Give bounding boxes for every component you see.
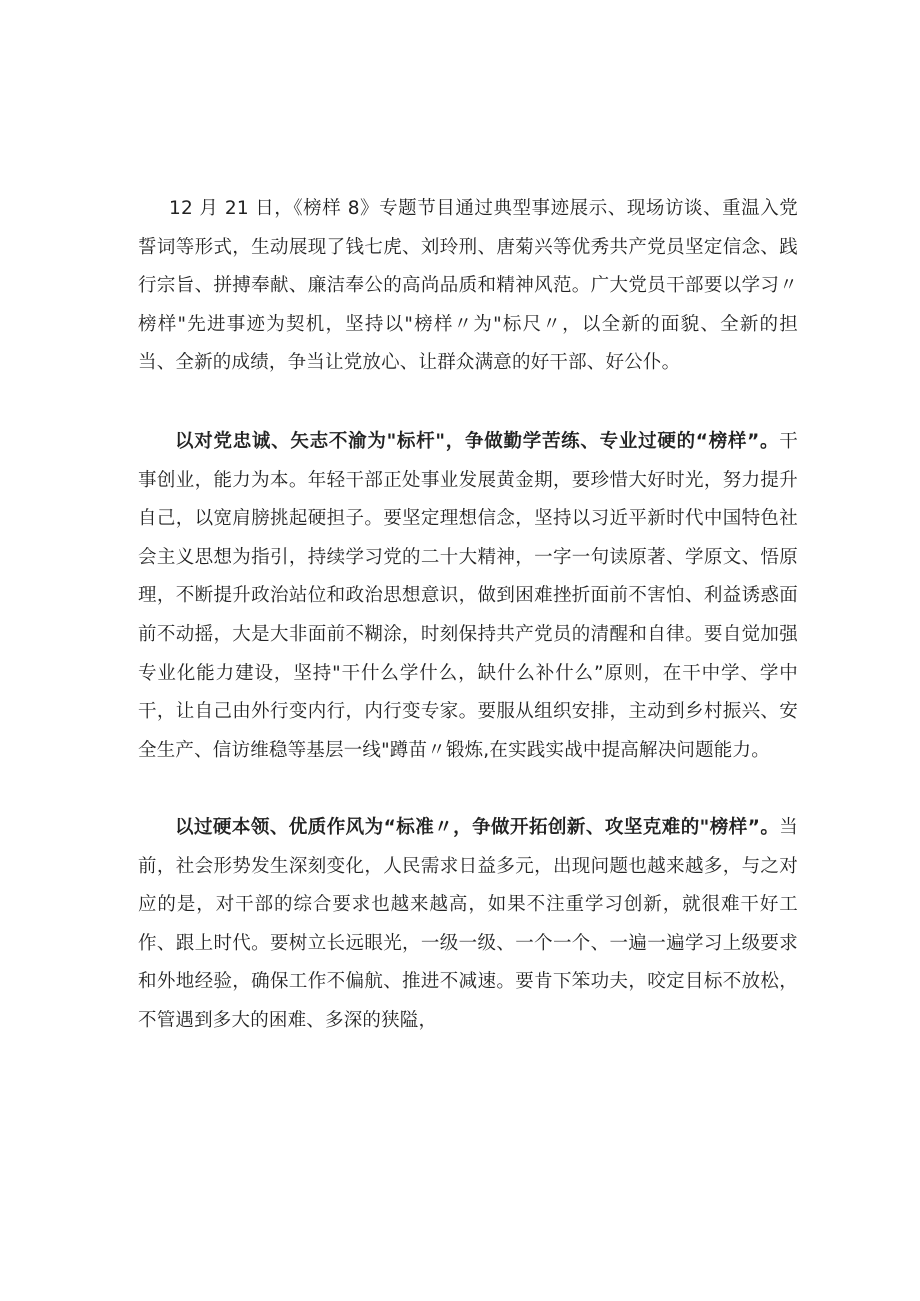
paragraph-intro [138, 190, 798, 383]
paragraph-loyalty-text: 干事创业，能力为本。年轻干部正处事业发展黄金期，要珍惜大好时光，努力提升自己，以宽肩膀挑起硬担子。要坚定理想信念，坚持以习近平新时代中国特色社会主义思想为指引，持续学习党的二十大精神，一字一句读原著、学原文、悟原理，不断提升政治站位和政治思想意识，做到困难挫折面前不害怕、利益诱惑面前不动摇，大是大非面前不糊涂，时刻保持共产党员的清醒和自律。要自觉加强专业化能力建设，坚持"干什么学什么，缺什么补什么”原则，在干中学、学中干，让自己由外行变内行，内行变专家。要服从组织安排，主动到乡村振兴、安全生产、信访维稳等基层一线"蹲苗〃锻炼,在实践实战中提高解决问题能力。 [138, 430, 798, 761]
document-body [138, 190, 798, 1079]
paragraph-standard-heading: 以过硬本领、优质作风为“标准〃，争做开拓创新、攻坚克难的"榜样”。 [175, 816, 780, 838]
paragraph-standard-text: 当前，社会形势发生深刻变化，人民需求日益多元，出现问题也越来越多，与之对应的是，对干部的综合要求也越来越高，如果不注重学习创新，就很难干好工作、跟上时代。要树立长远眼光，一级一级、一个一个、一遍一遍学习上级要求和外地经验，确保工作不偏航、推进不减速。要肯下笨功夫，咬定目标不放松，不管遇到多大的困难、多深的狭隘， [138, 816, 798, 1031]
paragraph-loyalty-heading: 以对党忠诚、矢志不渝为"标杆"，争做勤学苦练、专业过硬的“榜样”。 [175, 430, 780, 452]
paragraph-intro-text: 12 月 21 日，《榜样 8》专题节目通过典型事迹展示、现场访谈、重温入党誓词等形式，生动展现了钱七虎、刘玲刑、唐菊兴等优秀共产党员坚定信念、践行宗旨、拼搏奉献、廉洁奉公的高尚品质和精神风范。广大党员干部要以学习〃榜样"先进事迹为契机，坚持以"榜样〃为"标尺〃，以全新的面貌、全新的担当、全新的成绩，争当让党放心、让群众满意的好干部、好公仆。 [138, 198, 798, 374]
paragraph-standard [138, 809, 798, 1041]
paragraph-loyalty [138, 423, 798, 770]
